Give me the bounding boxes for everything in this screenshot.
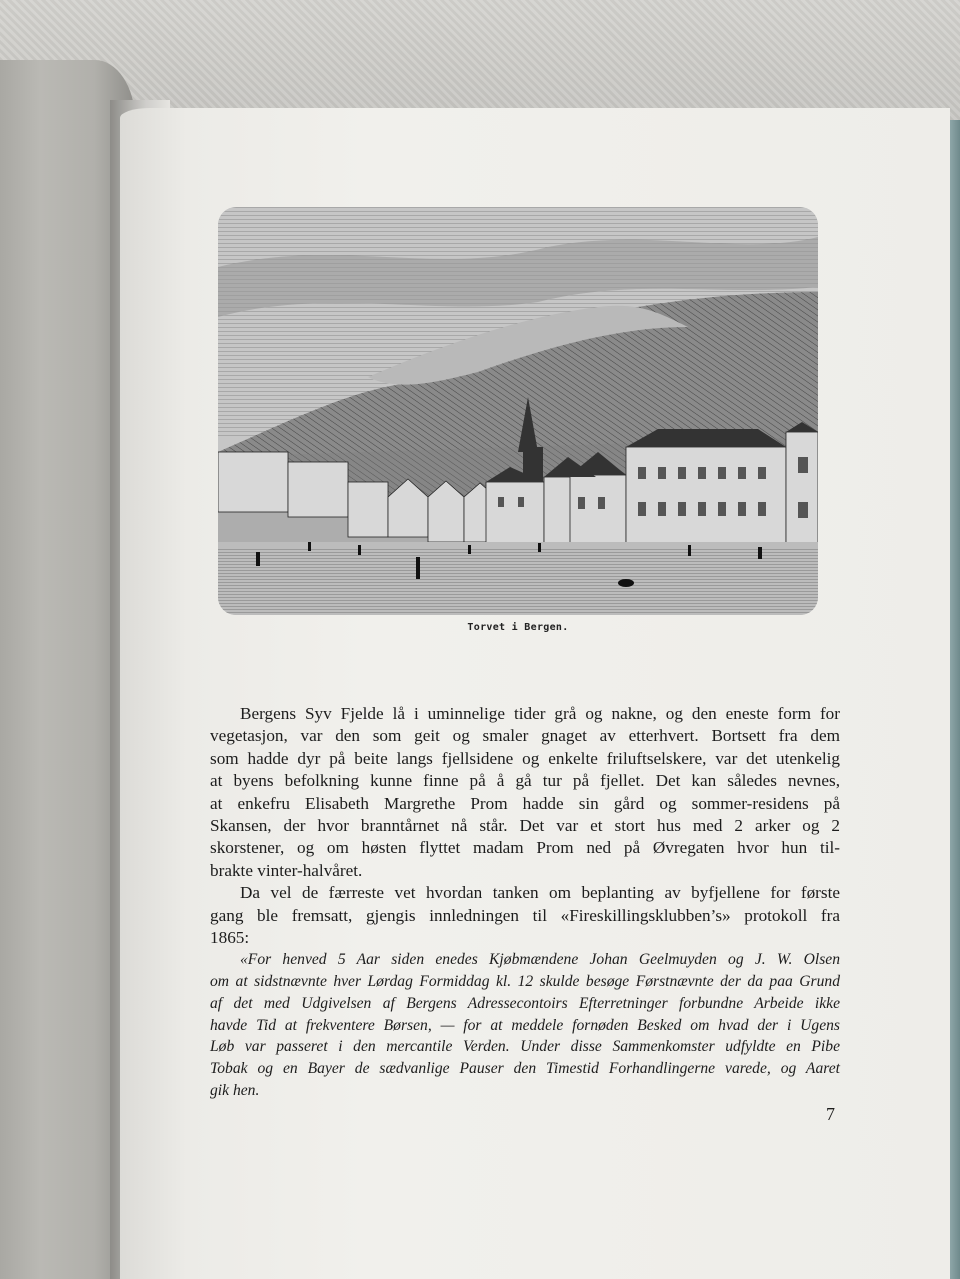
quote-line: om at sidstnævnte hver Lørdag Formiddag kl. 12 skulde besøge Førstnævnte der da paa Grund xyxy=(210,973,840,991)
paragraph-2 xyxy=(210,882,840,949)
text-line: at byens befolkning kunne finne på å gå tur på fjellet. Det kan således nevnes, xyxy=(210,771,840,791)
paragraph-1 xyxy=(210,703,840,882)
engraving-illustration xyxy=(218,207,818,615)
text-line: Skansen, der hvor branntårnet nå står. Det var et stort hus med 2 arker og 2 xyxy=(210,816,840,836)
quote-line: «For henved 5 Aar siden enedes Kjøbmændene Johan Geelmuyden og J. W. Olsen xyxy=(240,951,840,969)
text-line: at enkefru Elisabeth Margrethe Prom hadde sin gård og sommer-residens på xyxy=(210,793,840,813)
text-line: vegetasjon, var den som geit og smaler gnaget av etterhvert. Bortsett fra dem xyxy=(210,726,840,746)
quote-line: havde Tid at frekventere Børsen, — for at meddele fornøden Besked om hvad der i Ugens xyxy=(210,1016,840,1034)
figure-caption: Torvet i Bergen. xyxy=(467,622,569,633)
body-text xyxy=(210,703,840,1101)
text-line: Bergens Syv Fjelde lå i uminnelige tider grå og nakne, og den eneste form for xyxy=(240,704,840,723)
quote-line: gik hen. xyxy=(210,1081,260,1099)
text-line: brakte vinter-halvåret. xyxy=(210,860,363,880)
quote-line: af det med Udgivelsen af Bergens Adressecontoirs Efterretninger forbundne Arbeide ikke xyxy=(210,994,840,1012)
protocol-quote xyxy=(210,949,840,1101)
quote-line: Løb var passeret i den mercantile Verden. Under disse Sammenkomster udfyldte en Pibe xyxy=(210,1038,840,1056)
text-line: 1865: xyxy=(210,928,250,948)
text-line: som hadde dyr på beite langs fjellsidene og enkelte friluftselskere, var det utenkelig xyxy=(210,748,840,768)
text-line: Da vel de færreste vet hvordan tanken om beplanting av byfjellene for første xyxy=(240,883,840,903)
text-line: skorstener, og om høsten flyttet madam Prom ned på Øvregaten hvor hun til- xyxy=(210,838,840,858)
quote-line: Tobak og en Bayer de sædvanlige Pauser den Timestid Forhandlingerne varede, og Aaret xyxy=(210,1059,840,1077)
text-line: gang ble fremsatt, gjengis innledningen til «Fireskillingsklubben’s» protokoll fra xyxy=(210,905,840,925)
page-number: 7 xyxy=(826,1104,835,1124)
